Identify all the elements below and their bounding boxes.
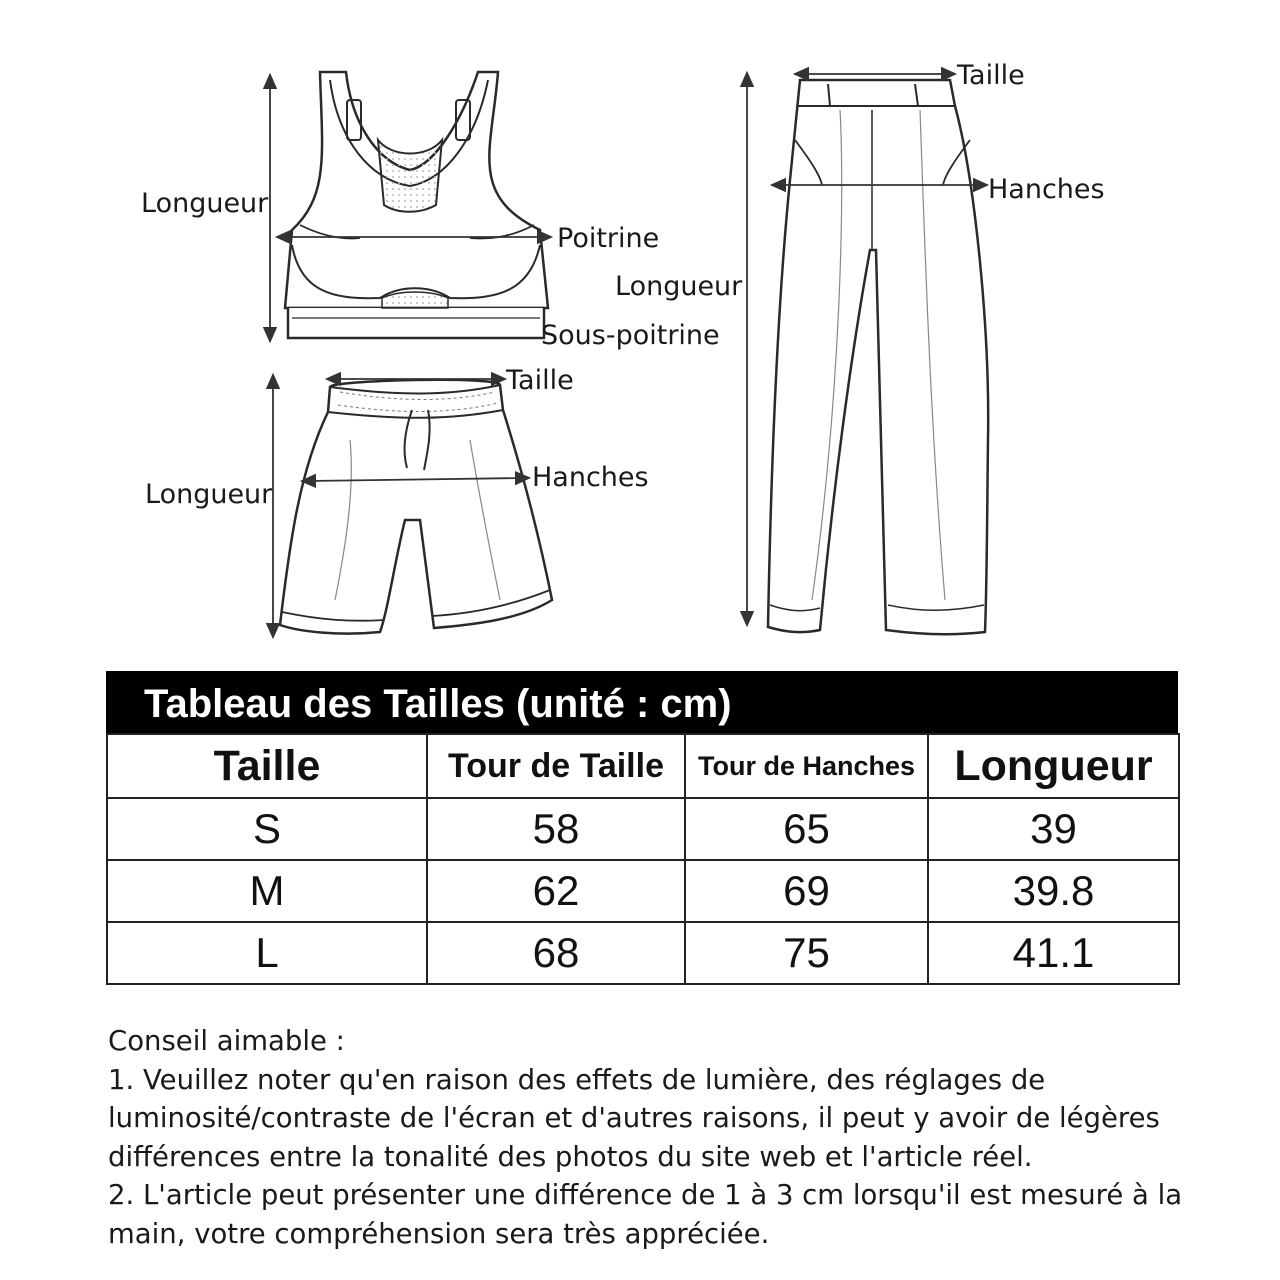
bra-underbust-label: Sous-poitrine xyxy=(541,320,720,351)
pants-length-label: Longueur xyxy=(615,271,743,302)
header-hips: Tour de Hanches xyxy=(685,734,928,798)
cell-length: 41.1 xyxy=(928,922,1179,984)
table-header-row xyxy=(107,734,1179,798)
size-table xyxy=(106,671,1178,985)
header-length: Longueur xyxy=(928,734,1179,798)
cell-length: 39.8 xyxy=(928,860,1179,922)
table-row xyxy=(107,860,1179,922)
cell-hips: 75 xyxy=(685,922,928,984)
pants-waist-label: Taille xyxy=(957,60,1025,91)
shorts-hips-label: Hanches xyxy=(532,462,649,493)
cell-length: 39 xyxy=(928,798,1179,860)
pants-hips-label: Hanches xyxy=(988,174,1105,205)
cell-size: S xyxy=(107,798,427,860)
cell-hips: 69 xyxy=(685,860,928,922)
cell-size: L xyxy=(107,922,427,984)
header-waist: Tour de Taille xyxy=(427,734,685,798)
cell-hips: 65 xyxy=(685,798,928,860)
size-table-title: Tableau des Tailles (unité : cm) xyxy=(106,671,1178,733)
size-table-grid xyxy=(106,733,1180,985)
cell-waist: 62 xyxy=(427,860,685,922)
notes-line: différences entre la tonalité des photos du site web et l'article réel. xyxy=(108,1140,1033,1173)
table-row xyxy=(107,798,1179,860)
cell-size: M xyxy=(107,860,427,922)
notes-line: main, votre compréhension sera très appréciée. xyxy=(108,1217,770,1250)
cell-waist: 68 xyxy=(427,922,685,984)
care-notes xyxy=(108,1022,1208,1253)
shorts-length-label: Longueur xyxy=(145,479,273,510)
bra-drawing xyxy=(285,72,548,338)
notes-line: luminosité/contraste de l'écran et d'autres raisons, il peut y avoir de légères xyxy=(108,1102,1160,1134)
bra-length-label: Longueur xyxy=(141,188,269,219)
cell-waist: 58 xyxy=(427,798,685,860)
header-size: Taille xyxy=(107,734,427,798)
bra-bust-label: Poitrine xyxy=(557,223,660,254)
pants-drawing xyxy=(768,80,988,634)
table-row xyxy=(107,922,1179,984)
shorts-waist-label: Taille xyxy=(506,365,574,396)
notes-heading: Conseil aimable : xyxy=(108,1025,345,1057)
notes-line: 1. Veuillez noter qu'en raison des effets de lumière, des réglages de xyxy=(108,1063,1046,1096)
notes-line: 2. L'article peut présenter une différence de 1 à 3 cm lorsqu'il est mesuré à la xyxy=(108,1179,1183,1211)
shorts-drawing xyxy=(280,380,552,634)
